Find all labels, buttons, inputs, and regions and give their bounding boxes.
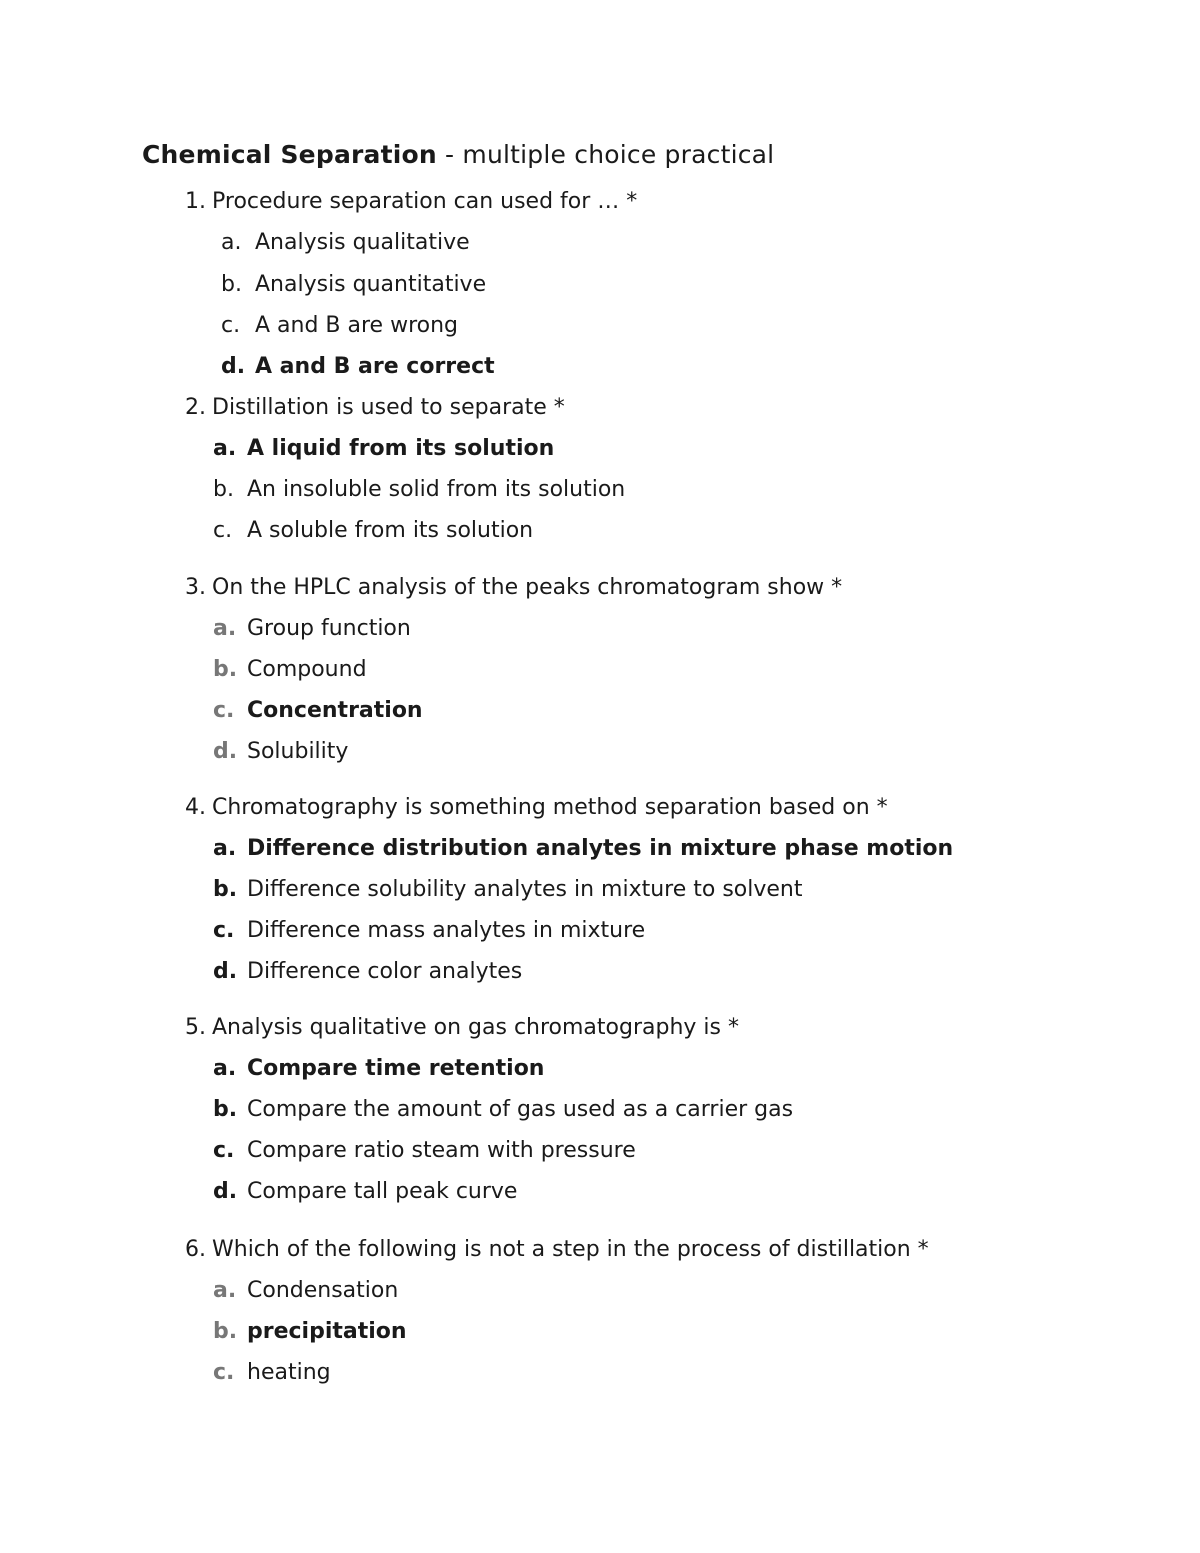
option-text: Difference mass analytes in mixture xyxy=(247,918,646,943)
option-text: Concentration xyxy=(247,698,423,723)
question-number: 5. xyxy=(185,1015,206,1040)
option-text: Compare tall peak curve xyxy=(247,1179,518,1204)
option-letter: a. xyxy=(213,436,237,461)
option-text: Compound xyxy=(247,657,367,682)
option-letter: b. xyxy=(213,657,238,682)
option-letter: d. xyxy=(213,1179,238,1204)
question-6 xyxy=(170,1235,929,1265)
q5-option-b xyxy=(213,1095,793,1125)
option-letter: a. xyxy=(213,1056,237,1081)
option-letter: c. xyxy=(221,313,241,338)
option-text: Compare the amount of gas used as a carrier gas xyxy=(247,1097,794,1122)
question-text: On the HPLC analysis of the peaks chromatogram show * xyxy=(212,575,843,600)
q3-option-c xyxy=(213,696,423,726)
option-text: precipitation xyxy=(247,1319,407,1344)
option-letter: c. xyxy=(213,518,233,543)
q5-option-c xyxy=(213,1136,636,1166)
option-letter: b. xyxy=(221,272,242,297)
option-letter: d. xyxy=(221,354,246,379)
option-text: Analysis quantitative xyxy=(255,272,487,297)
option-text: A soluble from its solution xyxy=(247,518,534,543)
option-text: Difference color analytes xyxy=(247,959,523,984)
option-letter: c. xyxy=(213,1360,235,1385)
q1-option-d xyxy=(221,352,495,382)
title-subtitle: - multiple choice practical xyxy=(436,140,775,169)
option-text: A and B are wrong xyxy=(255,313,459,338)
question-text: Which of the following is not a step in the process of distillation * xyxy=(212,1237,929,1262)
option-text: Difference distribution analytes in mixture phase motion xyxy=(247,836,954,861)
q3-option-d xyxy=(213,737,348,767)
question-number: 6. xyxy=(185,1237,206,1262)
question-number: 1. xyxy=(185,189,206,214)
question-text: Chromatography is something method separation based on * xyxy=(212,795,888,820)
option-text: Compare ratio steam with pressure xyxy=(247,1138,636,1163)
option-letter: b. xyxy=(213,877,238,902)
option-letter: d. xyxy=(213,739,238,764)
q1-option-a xyxy=(221,228,470,258)
q3-option-a xyxy=(213,614,411,644)
option-letter: a. xyxy=(221,230,242,255)
option-letter: a. xyxy=(213,1278,237,1303)
option-letter: a. xyxy=(213,616,237,641)
q3-option-b xyxy=(213,655,367,685)
question-text: Analysis qualitative on gas chromatography is * xyxy=(212,1015,739,1040)
q4-option-b xyxy=(213,875,803,905)
q1-option-b xyxy=(221,270,486,300)
question-number: 4. xyxy=(185,795,206,820)
option-letter: c. xyxy=(213,918,235,943)
option-text: Group function xyxy=(247,616,411,641)
option-text: Analysis qualitative xyxy=(255,230,470,255)
option-text: Solubility xyxy=(247,739,349,764)
q2-option-c xyxy=(213,516,533,546)
q2-option-b xyxy=(213,475,625,505)
option-letter: b. xyxy=(213,477,234,502)
q6-option-c xyxy=(213,1358,331,1388)
q5-option-d xyxy=(213,1177,517,1207)
q6-option-b xyxy=(213,1317,407,1347)
question-text: Distillation is used to separate * xyxy=(212,395,565,420)
q2-option-a xyxy=(213,434,554,464)
q1-option-c xyxy=(221,311,458,341)
question-number: 3. xyxy=(185,575,206,600)
option-text: A and B are correct xyxy=(255,354,495,379)
question-number: 2. xyxy=(185,395,206,420)
option-letter: b. xyxy=(213,1319,238,1344)
q6-option-a xyxy=(213,1276,398,1306)
option-letter: b. xyxy=(213,1097,238,1122)
question-2 xyxy=(170,393,565,423)
question-3 xyxy=(170,573,842,603)
q5-option-a xyxy=(213,1054,544,1084)
q4-option-d xyxy=(213,957,522,987)
option-text: Difference solubility analytes in mixture to solvent xyxy=(247,877,803,902)
question-4 xyxy=(170,793,888,823)
question-text: Procedure separation can used for … * xyxy=(212,189,638,214)
question-5 xyxy=(170,1013,739,1043)
option-letter: d. xyxy=(213,959,238,984)
option-text: An insoluble solid from its solution xyxy=(247,477,626,502)
option-text: A liquid from its solution xyxy=(247,436,555,461)
option-letter: c. xyxy=(213,698,235,723)
title-main: Chemical Separation xyxy=(142,140,437,169)
option-text: Condensation xyxy=(247,1278,399,1303)
q4-option-c xyxy=(213,916,645,946)
question-1 xyxy=(170,187,637,217)
option-text: Compare time retention xyxy=(247,1056,545,1081)
page-title xyxy=(142,140,774,169)
option-letter: c. xyxy=(213,1138,235,1163)
q4-option-a xyxy=(213,834,953,864)
option-text: heating xyxy=(247,1360,331,1385)
option-letter: a. xyxy=(213,836,237,861)
